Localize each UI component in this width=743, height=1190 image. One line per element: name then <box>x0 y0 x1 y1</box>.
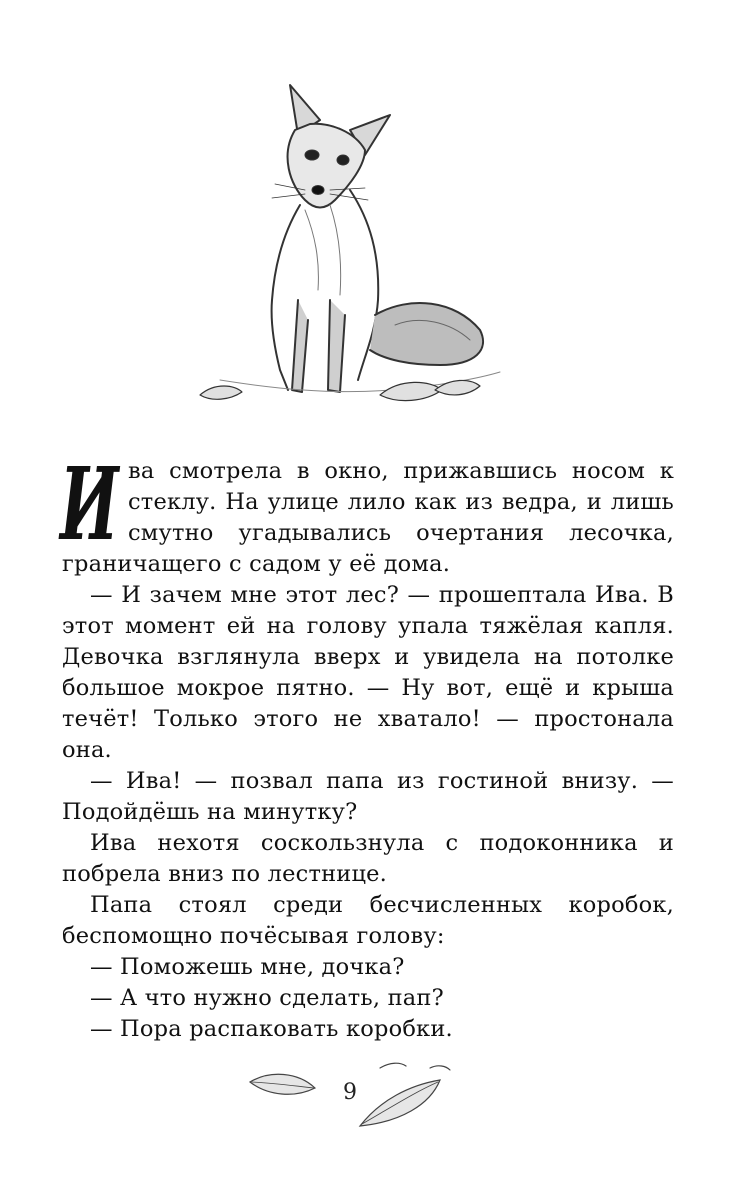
paragraph-6: — Поможешь мне, дочка? <box>90 954 405 980</box>
paragraph-1 <box>60 445 674 580</box>
paragraph-1-text: ва смотрела в окно, прижавшись носом к стеклу. На улице лило как из ведра, и лишь смутно угадывались очертания лесочка, граничащего с садом у её дома. <box>62 458 674 577</box>
page-number: 9 <box>343 1080 357 1105</box>
paragraph-7: — А что нужно сделать, пап? <box>90 985 444 1011</box>
fox-illustration <box>180 60 510 420</box>
paragraph-2: — И зачем мне этот лес? — прошептала Ива. В этот момент ей на голову упала тяжёлая капля. Девочка взглянула вверх и увидела на потолке большое мокрое пятно. — Ну вот, ещё и крыша течёт! Только этого не хватало! — простонала она. <box>62 582 674 763</box>
drop-cap: И <box>60 445 119 563</box>
paragraph-5: Папа стоял среди бесчисленных коробок, беспомощно почёсывая голову: <box>62 892 674 949</box>
page-footer <box>240 1050 470 1130</box>
paragraph-8: — Пора распаковать коробки. <box>90 1016 453 1042</box>
paragraph-3: — Ива! — позвал папа из гостиной внизу. — Подойдёшь на минутку? <box>62 768 674 825</box>
paragraph-4: Ива нехотя соскользнула с подоконника и побрела вниз по лестнице. <box>62 830 674 887</box>
body-text <box>60 445 674 1045</box>
